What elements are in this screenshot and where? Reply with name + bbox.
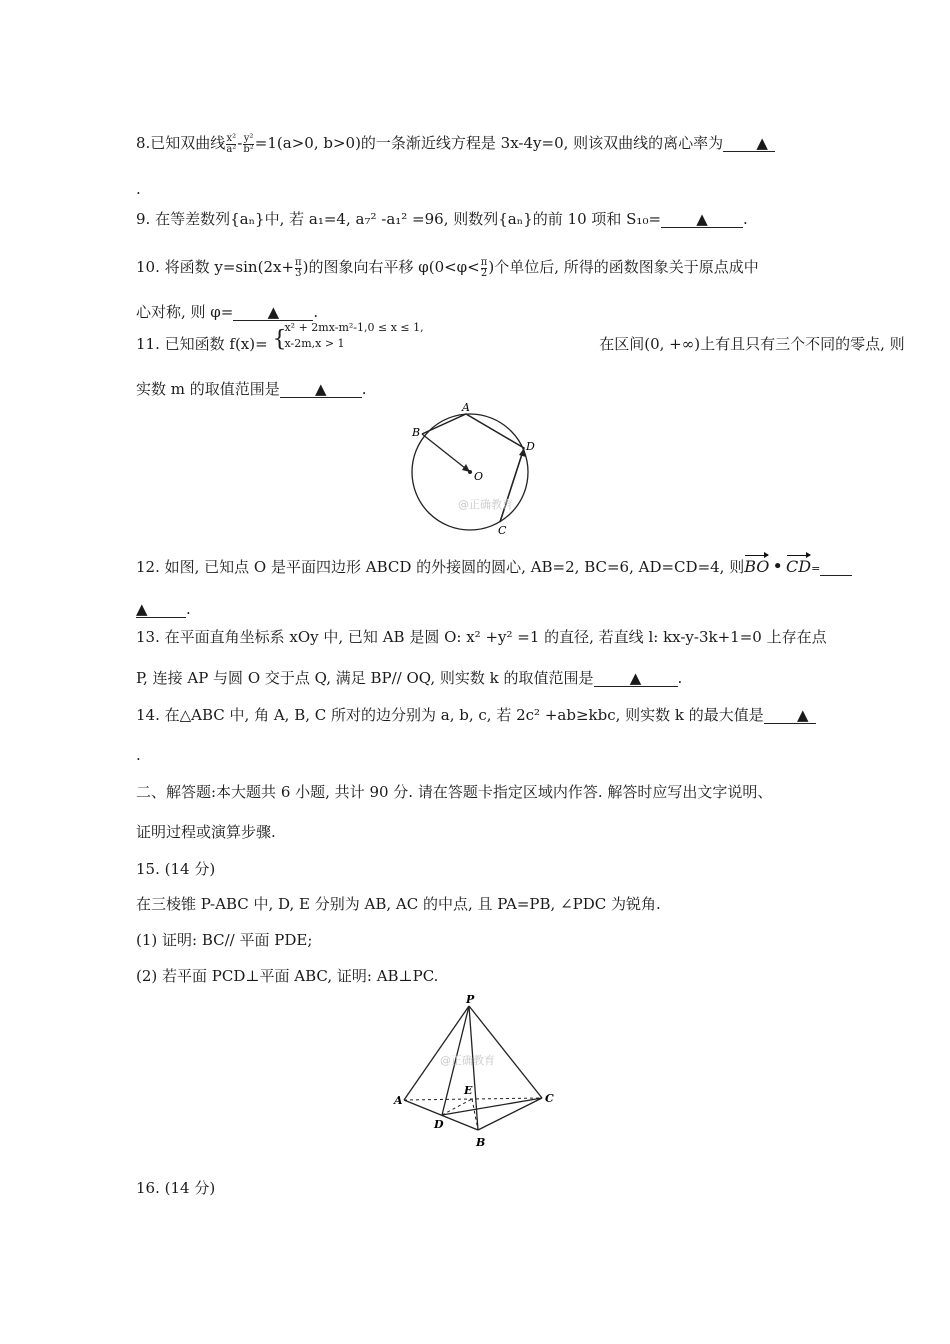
question-13: 13. 在平面直角坐标系 xOy 中, 已知 AB 是圆 O: x² +y² =1 的直径, 若直线 l: kx-y-3k+1=0 上存在点 bbox=[136, 628, 827, 646]
question-12-line2: ▲ . bbox=[136, 600, 191, 618]
fraction-pi-2: $\frac{\pi}{2}$ bbox=[480, 256, 488, 279]
vector-bo bbox=[422, 434, 470, 472]
question-16-head: 16. (14 分) bbox=[136, 1179, 216, 1197]
svg-text:E: E bbox=[464, 1084, 473, 1097]
question-11-line2: 实数 m 的取值范围是 ▲ . bbox=[136, 380, 367, 398]
figure-tetrahedron bbox=[392, 994, 558, 1154]
answer-blank-12a bbox=[820, 560, 852, 576]
svg-text:P: P bbox=[466, 994, 475, 1006]
question-15-part2: (2) 若平面 PCD⊥平面 ABC, 证明: AB⊥PC. bbox=[136, 967, 439, 985]
fraction-x: $\frac{\text{x²}}{\text{a²}}$ bbox=[226, 132, 237, 155]
answer-blank-12: ▲ bbox=[136, 602, 186, 618]
answer-blank-10: ▲ bbox=[233, 305, 313, 321]
vector-bo-label: BO bbox=[744, 557, 770, 576]
answer-blank-11: ▲ bbox=[280, 382, 362, 398]
question-15-stem: 在三棱锥 P-ABC 中, D, E 分别为 AB, AC 的中点, 且 PA=PB, ∠PDC 为锐角. bbox=[136, 895, 661, 913]
q8-suffix: =1(a>0, b>0)的一条渐近线方程是 3x-4y=0, 则该双曲线的离心率为 bbox=[254, 134, 724, 152]
question-12: 12. 如图, 已知点 O 是平面四边形 ABCD 的外接圆的圆心, AB=2, BC=6, AD=CD=4, 则BO • CD= bbox=[136, 556, 852, 577]
question-9: 9. 在等差数列{aₙ}中, 若 a₁=4, a₇² -a₁² =96, 则数列{aₙ}的前 10 项和 S₁₀= ▲ . bbox=[136, 210, 748, 228]
q14-tail: . bbox=[136, 746, 141, 764]
fraction-pi-3: $\frac{\pi}{3}$ bbox=[295, 256, 302, 279]
fraction-y: $\frac{\text{y²}}{\text{b²}}$ bbox=[243, 132, 254, 155]
vector-cd-label: CD bbox=[786, 557, 812, 576]
question-8: 8.已知双曲线 $\frac{\text{x²}}{\text{a²}}$ - $\frac{\text{y²}}{\text{b²}}$ =1(a>0, b>0)的一条渐近线方程是 3x-4y=0, 则该双曲线的离心率为 ▲ bbox=[136, 132, 775, 155]
center-point bbox=[468, 470, 472, 474]
svg-text:C: C bbox=[545, 1092, 554, 1105]
question-10-line2: 心对称, 则 φ= ▲ . bbox=[136, 303, 319, 321]
question-10: 10. 将函数 y=sin(2x+ $\frac{\pi}{3}$ )的图象向右平移 φ(0<φ< $\frac{\pi}{2}$ )个单位后, 所得的函数图象关于原点成中 bbox=[136, 256, 759, 279]
svg-text:O: O bbox=[474, 470, 484, 483]
answer-blank-8: ▲ bbox=[723, 136, 775, 152]
svg-text:A: A bbox=[394, 1094, 403, 1107]
q8-prefix: 8.已知双曲线 bbox=[136, 134, 226, 152]
svg-text:C: C bbox=[498, 524, 507, 537]
watermark: @正确教育 bbox=[458, 498, 513, 511]
q8-tail: . bbox=[136, 180, 141, 198]
answer-blank-14: ▲ bbox=[764, 708, 816, 724]
section-2-heading: 二、解答题:本大题共 6 小题, 共计 90 分. 请在答题卡指定区域内作答. 解答时应写出文字说明、 bbox=[136, 783, 773, 801]
svg-text:D: D bbox=[434, 1118, 444, 1131]
question-15-part1: (1) 证明: BC// 平面 PDE; bbox=[136, 931, 313, 949]
piecewise-cases: { x² + 2mx-m²-1,0 ≤ x ≤ 1, x-2m,x > 1 bbox=[272, 321, 424, 352]
section-2-heading-line2: 证明过程或演算步骤. bbox=[136, 823, 276, 841]
answer-blank-9: ▲ bbox=[661, 212, 743, 228]
answer-blank-13: ▲ bbox=[594, 671, 678, 687]
svg-text:A: A bbox=[462, 401, 470, 414]
watermark: @正确教育 bbox=[440, 1054, 495, 1067]
question-14: 14. 在△ABC 中, 角 A, B, C 所对的边分别为 a, b, c, 若 2c² +ab≥kbc, 则实数 k 的最大值是 ▲ bbox=[136, 704, 816, 725]
svg-text:B: B bbox=[476, 1136, 486, 1149]
question-11: 11. 已知函数 f(x)= { x² + 2mx-m²-1,0 ≤ x ≤ 1, x-2m,x > 1 在区间(0, +∞)上有且只有三个不同的零点, 则 bbox=[136, 321, 905, 353]
svg-text:D: D bbox=[526, 440, 535, 453]
svg-text:B: B bbox=[412, 426, 421, 439]
question-13-line2: P, 连接 AP 与圆 O 交于点 Q, 满足 BP// OQ, 则实数 k 的取值范围是 ▲ . bbox=[136, 669, 683, 687]
figure-circle-quadrilateral bbox=[400, 400, 540, 540]
question-15-head: 15. (14 分) bbox=[136, 860, 216, 878]
